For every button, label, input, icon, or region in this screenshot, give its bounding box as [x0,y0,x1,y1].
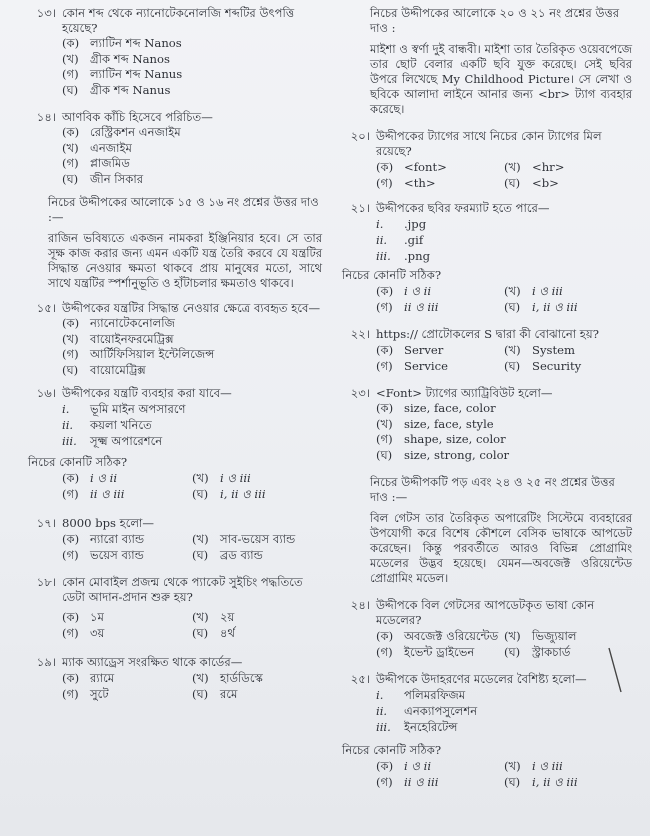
option-text: i ও ii [90,471,118,485]
option-text: ii ও iii [90,487,125,501]
option [62,609,192,625]
question-stem: উদ্দীপকে উদাহরণের মডেলের বৈশিষ্ট্য হলো— [376,672,587,686]
option-label: (খ) [62,140,79,155]
option-text: ২য় [220,610,235,624]
question-22 [336,327,632,342]
option [192,470,322,486]
option [192,670,322,686]
option [62,531,192,547]
option-label: (খ) [62,51,79,66]
question-number: ১৮। [36,575,56,589]
statements-21 [376,216,632,264]
option [192,609,322,625]
statement-label: iii. [376,249,391,263]
statement-label: iii. [62,434,77,448]
option-label: (ঘ) [504,775,521,789]
option-text: shape, size, color [404,432,506,446]
question-19 [22,655,322,670]
statement-label: iii. [376,720,391,734]
option-text: গ্রীক শব্দ Nanus [90,82,171,97]
option-text: size, face, style [404,416,494,431]
option-text: বায়োমেট্রিক্স [90,362,146,377]
statement [376,687,632,703]
option-label: (খ) [504,284,521,298]
statement-text: এনক্যাপসুলেশন [404,704,478,718]
question-number: ২১। [350,201,370,215]
option [504,774,632,790]
option-text: Security [532,359,582,373]
option-label: (ঘ) [192,687,209,701]
option-text: ন্যারো ব্যান্ড [90,532,145,546]
option-text: i ও iii [220,471,251,485]
scenario-intro: নিচের উদ্দীপকের আলোকে ২০ ও ২১ নং প্রশ্নের উত্তর দাও : [370,6,620,35]
option [62,363,322,379]
option-text: i ও iii [532,759,563,773]
option-label: (ঘ) [62,362,79,377]
question-stem: <Font> ট্যাগের অ্যাট্রিবিউট হলো— [376,386,553,400]
option-text: গ্রীক শব্দ Nanos [90,51,170,66]
option-text: রমে [220,687,238,701]
options-22 [376,342,632,374]
option-label: (গ) [376,645,393,659]
option-text: আর্টিফিসিয়াল ইন্টেলিজেন্স [90,347,215,361]
option-label: (খ) [504,629,521,643]
option-text: i ও ii [404,759,432,773]
option [62,67,322,83]
option-text: Server [404,343,444,357]
option [504,628,632,644]
option [376,417,632,433]
option-label: (খ) [504,759,521,773]
statement [62,401,322,417]
option [62,83,322,99]
option [62,52,322,68]
statement [376,216,632,232]
option-label: (খ) [504,160,521,174]
question-13 [22,6,322,36]
option-text: Service [404,359,448,373]
option [504,299,632,315]
option [376,758,504,774]
option [62,686,192,702]
statement-text: কয়লা খনিতে [90,418,152,432]
option [62,172,322,188]
option-text: ৩য় [90,626,105,640]
option-label: (ঘ) [504,359,521,373]
question-20 [336,129,632,159]
option [62,670,192,686]
option [504,358,632,374]
option-text: <b> [532,176,559,190]
statement [376,719,632,735]
which-correct-prompt: নিচের কোনটি সঠিক? [342,743,442,757]
option-label: (গ) [62,626,79,640]
statement-label: ii. [62,418,74,432]
option-text: size, face, color [404,401,496,415]
question-number: ২৫। [350,672,370,686]
option-text: ন্যানোটেকনোলজি [90,316,175,330]
question-number: ১৩। [36,6,56,20]
question-16 [22,386,322,401]
option-label: (গ) [62,487,79,501]
option-label: (ক) [376,629,394,643]
option-text: ভিজ্যুয়াল [532,629,577,643]
option [62,332,322,348]
option-label: (ক) [62,532,80,546]
option-label: (ক) [376,160,394,174]
option-label: (খ) [62,331,79,346]
question-17 [22,516,322,531]
option-text: প্লাজমিড [90,156,130,170]
statement [376,232,632,248]
option-text: <th> [404,176,436,190]
option-label: (ঘ) [62,82,79,97]
option-label: (ঘ) [192,487,209,501]
option-label: (ঘ) [62,171,79,186]
question-number: ১৪। [36,110,56,124]
statement-text: .png [404,249,430,263]
statements-16 [62,401,322,449]
options-23 [376,401,632,463]
option-label: (গ) [376,300,393,314]
option-text: ii ও iii [404,775,439,789]
option-label: (খ) [192,471,209,485]
option [62,36,322,52]
option [376,774,504,790]
option-label: (ক) [62,671,80,685]
statement [376,248,632,264]
option-label: (ঘ) [504,300,521,314]
option [376,644,504,660]
option [62,156,322,172]
option-label: (ঘ) [192,626,209,640]
option [504,159,632,175]
statement-text: ইনহেরিটেন্স [404,720,458,734]
option [62,486,192,502]
option-label: (ক) [62,36,80,50]
option-label: (গ) [376,775,393,789]
option-text: ভয়েস ব্যান্ড [90,548,144,562]
option-label: (গ) [62,67,79,81]
option-label: (ক) [62,316,80,330]
option [376,448,632,464]
options-18 [62,609,322,641]
which-correct-prompt: নিচের কোনটি সঠিক? [28,455,128,469]
option-text: <hr> [532,160,565,174]
option-label: (গ) [376,432,393,446]
option-label: (ক) [62,125,80,139]
question-number: ২০। [350,129,370,143]
option-text: i, ii ও iii [532,775,578,789]
option-text: size, strong, color [404,447,510,462]
option-text: অবজেক্ট ওরিয়েন্টেড [404,629,499,643]
option-label: (ক) [376,759,394,773]
question-stem: আণবিক কাঁচি হিসেবে পরিচিত— [62,110,213,124]
options-19 [62,670,322,702]
option-label: (ক) [62,610,80,624]
question-number: ১৫। [36,301,56,315]
question-number: ১৭। [36,516,56,530]
option [376,159,504,175]
option [62,625,192,641]
option-text: i ও iii [532,284,563,298]
question-18 [22,575,322,605]
option-label: (খ) [192,671,209,685]
option [504,758,632,774]
pen-stroke-mark [606,646,624,696]
statement-label: ii. [376,233,388,247]
question-stem: উদ্দীপকের ট্যাগের সাথে নিচের কোন ট্যাগের মিল রয়েছে? [376,129,602,158]
options-17 [62,531,322,563]
option-label: (ঘ) [504,176,521,190]
left-column [22,6,322,702]
question-number: ১৯। [36,655,56,669]
statement-text: ভূমি মাইন অপসারণে [90,402,186,416]
question-number: ২৪। [350,598,370,612]
options-21 [376,283,632,315]
question-24 [336,598,632,628]
question-stem: ম্যাক অ্যাড্রেস সংরক্ষিত থাকে কার্ডের— [62,655,243,669]
statement-text: .gif [404,233,424,247]
option [376,342,504,358]
option [192,686,322,702]
option [192,486,322,502]
option [62,125,322,141]
option [192,625,322,641]
option [376,299,504,315]
statement-text: সূক্ষ্ম অপারেশনে [90,434,163,448]
question-number: ২৩। [350,386,370,400]
question-15 [22,301,322,316]
option-text: এনজাইম [90,140,132,155]
option-label: (ক) [376,284,394,298]
option-text: i, ii ও iii [532,300,578,314]
statement-label: i. [376,688,384,702]
options-15 [62,316,322,378]
question-23 [336,386,632,401]
option [376,401,632,417]
scenario-intro: নিচের উদ্দীপকের আলোকে ১৫ ও ১৬ নং প্রশ্নের উত্তর দাও :— [48,195,319,224]
options-14 [62,125,322,187]
option [62,470,192,486]
option-text: বায়োইনফরমেট্রিক্স [90,331,174,346]
option-label: (খ) [376,416,393,431]
option [192,531,322,547]
scenario-intro: নিচের উদ্দীপকটি পড় এবং ২৪ ও ২৫ নং প্রশ্নের উত্তর দাও :— [370,475,615,504]
statement-text: পলিমরফিজম [404,688,466,702]
option-label: (ক) [62,471,80,485]
option-label: (খ) [504,343,521,357]
option-text: ii ও iii [404,300,439,314]
option-label: (ঘ) [376,447,393,462]
option-label: (ঘ) [192,548,209,562]
option-text: জীন সিকার [90,171,144,186]
option-label: (ক) [376,401,394,415]
option-label: (গ) [376,176,393,190]
option [504,175,632,191]
question-14 [22,110,322,125]
option [62,547,192,563]
option-text: ল্যাটিন শব্দ Nanus [90,67,183,81]
option-label: (গ) [376,359,393,373]
option [376,628,504,644]
option [504,342,632,358]
option [376,175,504,191]
question-stem: কোন শব্দ থেকে ন্যানোটেকনোলজি শব্দটির উৎপত্তি হয়েছে? [62,6,295,35]
option-text: ১ম [90,610,104,624]
option [376,358,504,374]
question-stem: উদ্দীপকে বিল গেটসের আপডেটকৃত ভাষা কোন মডেলের? [376,598,595,627]
statement-label: i. [62,402,70,416]
option-label: (খ) [192,532,209,546]
options-16 [62,470,322,502]
right-column [336,6,632,790]
option [62,316,322,332]
option [504,283,632,299]
option-label: (গ) [62,687,79,701]
option [376,432,632,448]
question-stem: উদ্দীপকের ছবির ফরম্যাট হতে পারে— [376,201,550,215]
option-label: (গ) [62,548,79,562]
which-correct-prompt: নিচের কোনটি সঠিক? [342,268,442,282]
options-25 [376,758,632,790]
option-text: ৪র্থ [220,626,236,640]
option-text: ব্রড ব্যান্ড [220,548,263,562]
question-21 [336,201,632,216]
scenario-passage: মাইশা ও স্বর্ণা দুই বান্ধবী। মাইশা তার তৈরিকৃত ওয়েবপেজে তার ছোট বেলার একটি ছবি যুক্ত করেছে। সেই ছবির উপরে লিখেছে My Childhood Picture। সে লেখা ও ছবিকে আলাদা লাইনে আনার জন্য <br> ট্যাগ ব্যবহার করেছে। [370,42,632,116]
options-20 [376,159,632,191]
option [62,347,322,363]
question-stem: উদ্দীপকের যন্ত্রটি ব্যবহার করা যাবে— [62,386,232,400]
option-text: সুটে [90,687,109,701]
question-number: ১৬। [36,386,56,400]
question-stem: উদ্দীপকের যন্ত্রটির সিদ্ধান্ত নেওয়ার ক্ষেত্রে ব্যবহৃত হবে— [62,301,321,315]
statement-text: .jpg [404,217,427,231]
option-text: ল্যাটিন শব্দ Nanos [90,36,182,50]
statement [62,417,322,433]
statements-25 [376,687,632,735]
option [192,547,322,563]
option-text: রেস্ট্রিকশন এনজাইম [90,125,181,139]
statement [376,703,632,719]
option-text: ইভেন্ট ড্রাইভেন [404,645,475,659]
question-stem: কোন মোবাইল প্রজন্ম থেকে প্যাকেট সুইচিং পদ্ধতিতে ডেটা আদান-প্রদান শুরু হয়? [62,575,303,604]
option-text: i ও ii [404,284,432,298]
option [62,141,322,157]
option-label: (ক) [376,343,394,357]
scenario-passage: রাজিন ভবিষ্যতে একজন নামকরা ইঞ্জিনিয়ার হবে। সে তার সূক্ষ কাজ করার জন্য এমন একটি যন্ত্র তৈরি করবে যে যন্ত্রটির সিদ্ধান্ত নেওয়ার ক্ষমতা থাকবে প্রায় মানুষের মতো, সাথে সাথে যন্ত্রটির স্পর্শানুভূতি ও হাঁটাচলার ক্ষমতাও থাকবে। [48,231,322,290]
option-text: <font> [404,160,447,174]
option-text: স্ট্রাকচার্ড [532,645,571,659]
option-text: i, ii ও iii [220,487,266,501]
option-label: (ঘ) [504,645,521,659]
statement [62,433,322,449]
option-text: হার্ডডিস্কে [220,671,263,685]
option-text: র‍্যামে [90,671,115,685]
question-25 [336,672,632,687]
option-text: সাব-ভয়েস ব্যান্ড [220,532,296,546]
option [376,283,504,299]
option-label: (গ) [62,156,79,170]
question-number: ২২। [350,327,370,341]
statement-label: i. [376,217,384,231]
question-stem: https:// প্রোটোকলের S দ্বারা কী বোঝানো হয়? [376,327,599,341]
statement-label: ii. [376,704,388,718]
scenario-passage: বিল গেটস তার তৈরিকৃত অপারেটিং সিস্টেমে ব্যবহারের উপযোগী করে বিশেষ কৌশলে বেসিক ভাষাকে আপডেট করেছেন। কিন্তু পরবর্তীতে আরও বিভিন্ন প্রোগ্রামিং মডেলের উদ্ভব হয়েছে। যেমন—অবজেক্ট ওরিয়েন্টেড প্রোগ্রামিং মডেল। [370,511,632,585]
option-label: (গ) [62,347,79,361]
options-13 [62,36,322,98]
option-label: (খ) [192,610,209,624]
options-24 [376,628,632,660]
question-stem: 8000 bps হলো— [62,516,155,530]
option-text: System [532,343,575,357]
